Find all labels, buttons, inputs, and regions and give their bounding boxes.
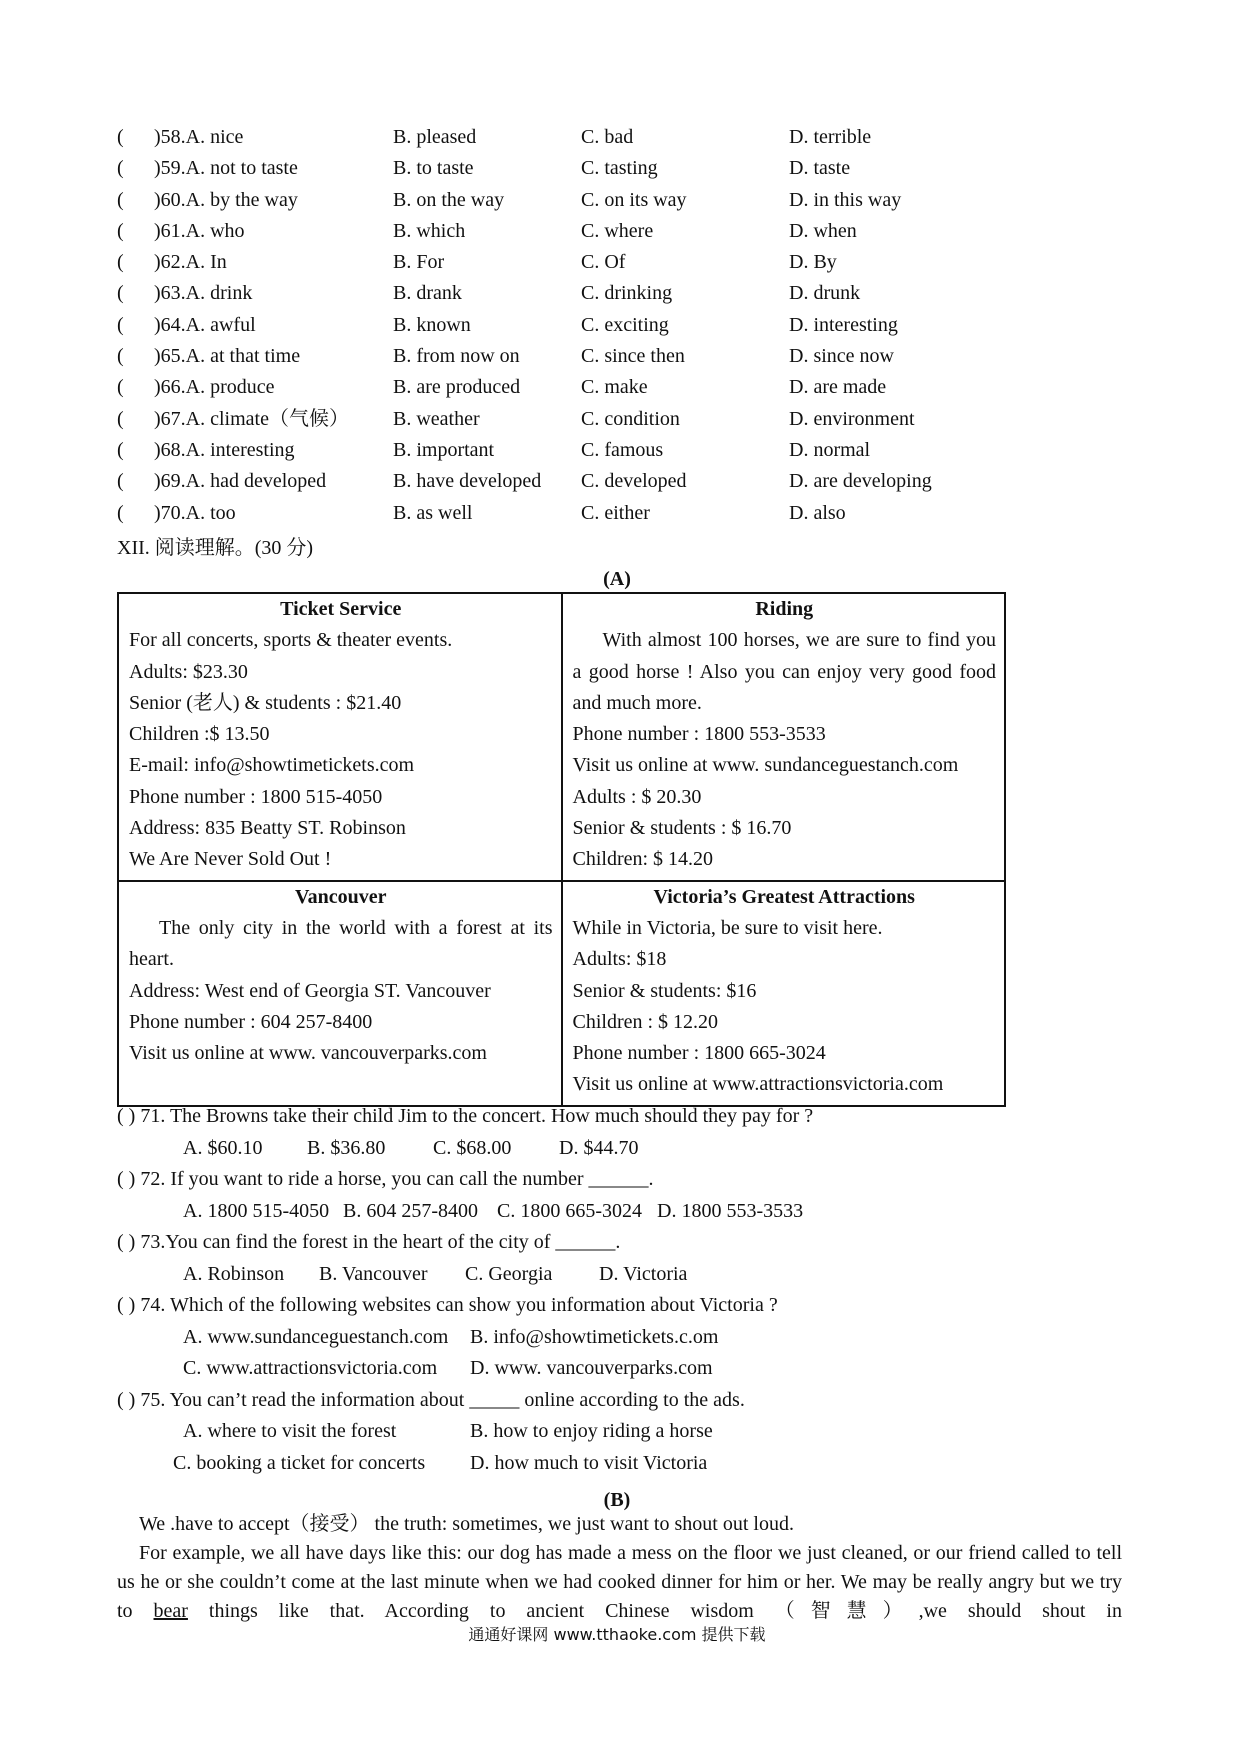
answer-option: D. Victoria bbox=[599, 1262, 688, 1285]
options-row bbox=[117, 1353, 1117, 1385]
cloze-options-list bbox=[117, 122, 1067, 529]
question-row bbox=[117, 153, 1067, 184]
answer-option: D. www. vancouverparks.com bbox=[470, 1357, 713, 1379]
footer-credit: 通通好课网 www.tthaoke.com 提供下载 bbox=[468, 1625, 766, 1644]
riding-ad bbox=[562, 593, 1006, 881]
option-c: C. exciting bbox=[581, 313, 669, 336]
part-a-label: (A) bbox=[603, 568, 631, 590]
option-a: )62.A. In bbox=[154, 251, 227, 274]
question-text: ( ) 71. The Browns take their child Jim to the concert. How much should they pay for ? bbox=[117, 1105, 814, 1127]
question-row bbox=[117, 247, 1067, 278]
option-c: C. drinking bbox=[581, 282, 673, 305]
answer-option: C. booking a ticket for concerts bbox=[173, 1451, 426, 1474]
option-d: D. since now bbox=[789, 345, 894, 368]
option-c: C. famous bbox=[581, 438, 664, 461]
option-d: D. when bbox=[789, 219, 857, 242]
option-d: D. taste bbox=[789, 157, 851, 180]
ad-line: Phone number : 1800 515-4050 bbox=[129, 785, 383, 808]
option-d: D. terrible bbox=[789, 126, 872, 148]
option-a: )59.A. not to taste bbox=[154, 157, 298, 180]
option-c: C. condition bbox=[581, 407, 680, 430]
question-stem bbox=[117, 1385, 1117, 1417]
options-row bbox=[117, 1259, 1117, 1291]
option-b: B. to taste bbox=[393, 157, 474, 180]
section-title: XII. 阅读理解。(30 分) bbox=[117, 537, 314, 559]
question-row bbox=[117, 278, 1067, 309]
options-row bbox=[117, 1416, 1117, 1448]
answer-bracket: ( bbox=[117, 219, 124, 242]
ad-line: Adults: $23.30 bbox=[129, 660, 248, 683]
question-row bbox=[117, 498, 1067, 529]
answer-option: A. where to visit the forest bbox=[183, 1420, 397, 1442]
ad-line: We Are Never Sold Out ! bbox=[129, 848, 332, 871]
answer-option: A. Robinson bbox=[183, 1262, 285, 1285]
question-stem bbox=[117, 1290, 1117, 1322]
ad-line: Phone number : 1800 553-3533 bbox=[572, 723, 826, 746]
question-text: ( ) 75. You can’t read the information about _____ online according to the ads. bbox=[117, 1388, 745, 1411]
option-b: B. For bbox=[393, 251, 445, 274]
answer-option: B. $36.80 bbox=[307, 1136, 386, 1159]
passage-b bbox=[117, 1510, 1122, 1626]
options-row bbox=[117, 1448, 1117, 1480]
vancouver-ad bbox=[118, 881, 562, 1106]
option-d: D. environment bbox=[789, 407, 915, 430]
ad-title: Vancouver bbox=[295, 885, 387, 908]
answer-option: B. Vancouver bbox=[319, 1262, 428, 1285]
ticket-service-ad bbox=[118, 593, 562, 881]
ad-intro: With almost 100 horses, we are sure to find you a good horse ! Also you can enjoy very good food and much more. bbox=[572, 629, 996, 714]
option-d: D. also bbox=[789, 501, 846, 524]
option-b: B. pleased bbox=[393, 126, 477, 148]
ad-line: Phone number : 604 257-8400 bbox=[129, 1010, 373, 1033]
part-b-label: (B) bbox=[603, 1489, 631, 1511]
option-b: B. on the way bbox=[393, 188, 505, 211]
option-d: D. normal bbox=[789, 438, 871, 461]
question-stem bbox=[117, 1227, 1117, 1259]
options-row bbox=[117, 1196, 1117, 1228]
option-a: )63.A. drink bbox=[154, 282, 253, 305]
answer-bracket: ( bbox=[117, 438, 124, 461]
answer-bracket: ( bbox=[117, 282, 124, 305]
option-d: D. drunk bbox=[789, 282, 861, 305]
ad-line: Senior (老人) & students : $21.40 bbox=[129, 691, 402, 714]
answer-bracket: ( bbox=[117, 501, 124, 524]
ad-line: Visit us online at www. sundanceguestanch.com bbox=[572, 754, 959, 777]
question-stem bbox=[117, 1101, 1117, 1133]
option-b: B. have developed bbox=[393, 470, 542, 493]
option-a: )70.A. too bbox=[154, 501, 236, 524]
ad-line: Senior & students : $ 16.70 bbox=[572, 817, 792, 840]
answer-bracket: ( bbox=[117, 251, 124, 274]
ad-line: Senior & students: $16 bbox=[572, 979, 757, 1002]
option-c: C. make bbox=[581, 376, 648, 399]
answer-option: A. $60.10 bbox=[183, 1136, 263, 1159]
option-b: B. drank bbox=[393, 282, 462, 305]
ad-line: Visit us online at www. vancouverparks.com bbox=[129, 1042, 487, 1065]
ad-intro: The only city in the world with a forest at its heart. bbox=[129, 916, 553, 971]
ad-line: Children :$ 13.50 bbox=[129, 723, 270, 746]
options-row bbox=[117, 1133, 1117, 1165]
option-c: C. either bbox=[581, 501, 650, 524]
option-a: )60.A. by the way bbox=[154, 188, 298, 211]
answer-option: D. $44.70 bbox=[559, 1136, 639, 1159]
ad-line: E-mail: info@showtimetickets.com bbox=[129, 754, 415, 777]
option-b: B. important bbox=[393, 438, 495, 461]
ad-line: Children : $ 12.20 bbox=[572, 1010, 719, 1033]
answer-option: C. 1800 665-3024 bbox=[497, 1199, 642, 1222]
passage-text: For example, we all have days like this: our dog has made a mess on the floor we just cleaned, or our friend called to tell us he or she couldn’t come at the last minute when we had cooked dinner for him or her. We may be really angry but we try to bbox=[117, 1542, 1122, 1622]
option-a: )67.A. climate（气候） bbox=[154, 407, 349, 430]
option-c: C. on its way bbox=[581, 188, 687, 211]
answer-option: C. $68.00 bbox=[433, 1136, 512, 1159]
ads-table bbox=[117, 592, 1006, 1107]
question-row bbox=[117, 372, 1067, 403]
answer-bracket: ( bbox=[117, 407, 124, 430]
answer-bracket: ( bbox=[117, 345, 124, 368]
ad-line: While in Victoria, be sure to visit here. bbox=[572, 916, 883, 939]
option-a: )64.A. awful bbox=[154, 313, 256, 336]
answer-option: A. 1800 515-4050 bbox=[183, 1199, 330, 1222]
ad-line: Visit us online at www.attractionsvictoria.com bbox=[572, 1073, 944, 1096]
option-b: B. weather bbox=[393, 407, 480, 430]
question-text: ( ) 73.You can find the forest in the heart of the city of ______. bbox=[117, 1231, 621, 1253]
ad-line: Phone number : 1800 665-3024 bbox=[572, 1042, 826, 1065]
question-row bbox=[117, 435, 1067, 466]
question-row bbox=[117, 216, 1067, 247]
passage-paragraph bbox=[117, 1539, 1122, 1626]
option-b: B. from now on bbox=[393, 345, 520, 368]
option-b: B. as well bbox=[393, 501, 473, 524]
answer-bracket: ( bbox=[117, 376, 124, 399]
option-d: D. are developing bbox=[789, 470, 932, 493]
answer-option: C. www.attractionsvictoria.com bbox=[183, 1357, 438, 1379]
ad-title: Ticket Service bbox=[280, 598, 402, 620]
underlined-word: bear bbox=[153, 1600, 188, 1622]
answer-bracket: ( bbox=[117, 470, 124, 493]
option-c: C. where bbox=[581, 219, 654, 242]
option-a: )69.A. had developed bbox=[154, 470, 327, 493]
option-a: )65.A. at that time bbox=[154, 345, 301, 368]
option-c: C. bad bbox=[581, 126, 634, 148]
question-row bbox=[117, 310, 1067, 341]
answer-option: B. how to enjoy riding a horse bbox=[470, 1420, 713, 1442]
question-row bbox=[117, 341, 1067, 372]
option-d: D. interesting bbox=[789, 313, 898, 336]
answer-bracket: ( bbox=[117, 126, 124, 148]
answer-option: D. 1800 553-3533 bbox=[657, 1199, 804, 1222]
answer-option: A. www.sundanceguestanch.com bbox=[183, 1325, 449, 1348]
passage-paragraph: We .have to accept（接受） the truth: sometimes, we just want to shout out loud. bbox=[139, 1513, 794, 1535]
reading-questions bbox=[117, 1101, 1117, 1479]
ad-line: Adults : $ 20.30 bbox=[572, 785, 702, 808]
question-row bbox=[117, 466, 1067, 497]
ad-line: Address: West end of Georgia ST. Vancouver bbox=[129, 979, 491, 1002]
question-row bbox=[117, 404, 1067, 435]
victoria-ad bbox=[562, 881, 1006, 1106]
question-text: ( ) 74. Which of the following websites can show you information about Victoria ? bbox=[117, 1294, 778, 1316]
ad-line: For all concerts, sports & theater events. bbox=[129, 629, 453, 652]
option-b: B. known bbox=[393, 313, 471, 336]
question-row bbox=[117, 185, 1067, 216]
ad-line: Children: $ 14.20 bbox=[572, 848, 714, 871]
option-d: D. in this way bbox=[789, 188, 902, 211]
option-c: C. Of bbox=[581, 251, 626, 274]
question-stem bbox=[117, 1164, 1117, 1196]
option-d: D. are made bbox=[789, 376, 887, 399]
options-row bbox=[117, 1322, 1117, 1354]
ad-line: Adults: $18 bbox=[572, 948, 667, 971]
option-a: )66.A. produce bbox=[154, 376, 275, 399]
option-b: B. which bbox=[393, 219, 466, 242]
option-c: C. developed bbox=[581, 470, 687, 493]
question-text: ( ) 72. If you want to ride a horse, you can call the number ______. bbox=[117, 1168, 654, 1190]
option-a: )58.A. nice bbox=[154, 126, 244, 148]
question-row bbox=[117, 122, 1067, 153]
option-d: D. By bbox=[789, 251, 837, 274]
option-a: )68.A. interesting bbox=[154, 438, 295, 461]
answer-option: B. info@showtimetickets.c.om bbox=[470, 1325, 719, 1348]
option-c: C. since then bbox=[581, 345, 685, 368]
ad-title: Victoria’s Greatest Attractions bbox=[653, 885, 915, 908]
answer-bracket: ( bbox=[117, 157, 124, 180]
passage-text: things like that. According to ancient Chinese wisdom （智慧）,we should shout in bbox=[187, 1600, 1122, 1622]
answer-bracket: ( bbox=[117, 188, 124, 211]
option-c: C. tasting bbox=[581, 157, 658, 180]
ad-line: Address: 835 Beatty ST. Robinson bbox=[129, 817, 406, 840]
option-b: B. are produced bbox=[393, 376, 521, 399]
answer-option: B. 604 257-8400 bbox=[343, 1199, 478, 1222]
answer-option: C. Georgia bbox=[465, 1262, 553, 1285]
answer-bracket: ( bbox=[117, 313, 124, 336]
answer-option: D. how much to visit Victoria bbox=[470, 1451, 708, 1474]
ad-title: Riding bbox=[755, 598, 814, 620]
option-a: )61.A. who bbox=[154, 219, 245, 242]
